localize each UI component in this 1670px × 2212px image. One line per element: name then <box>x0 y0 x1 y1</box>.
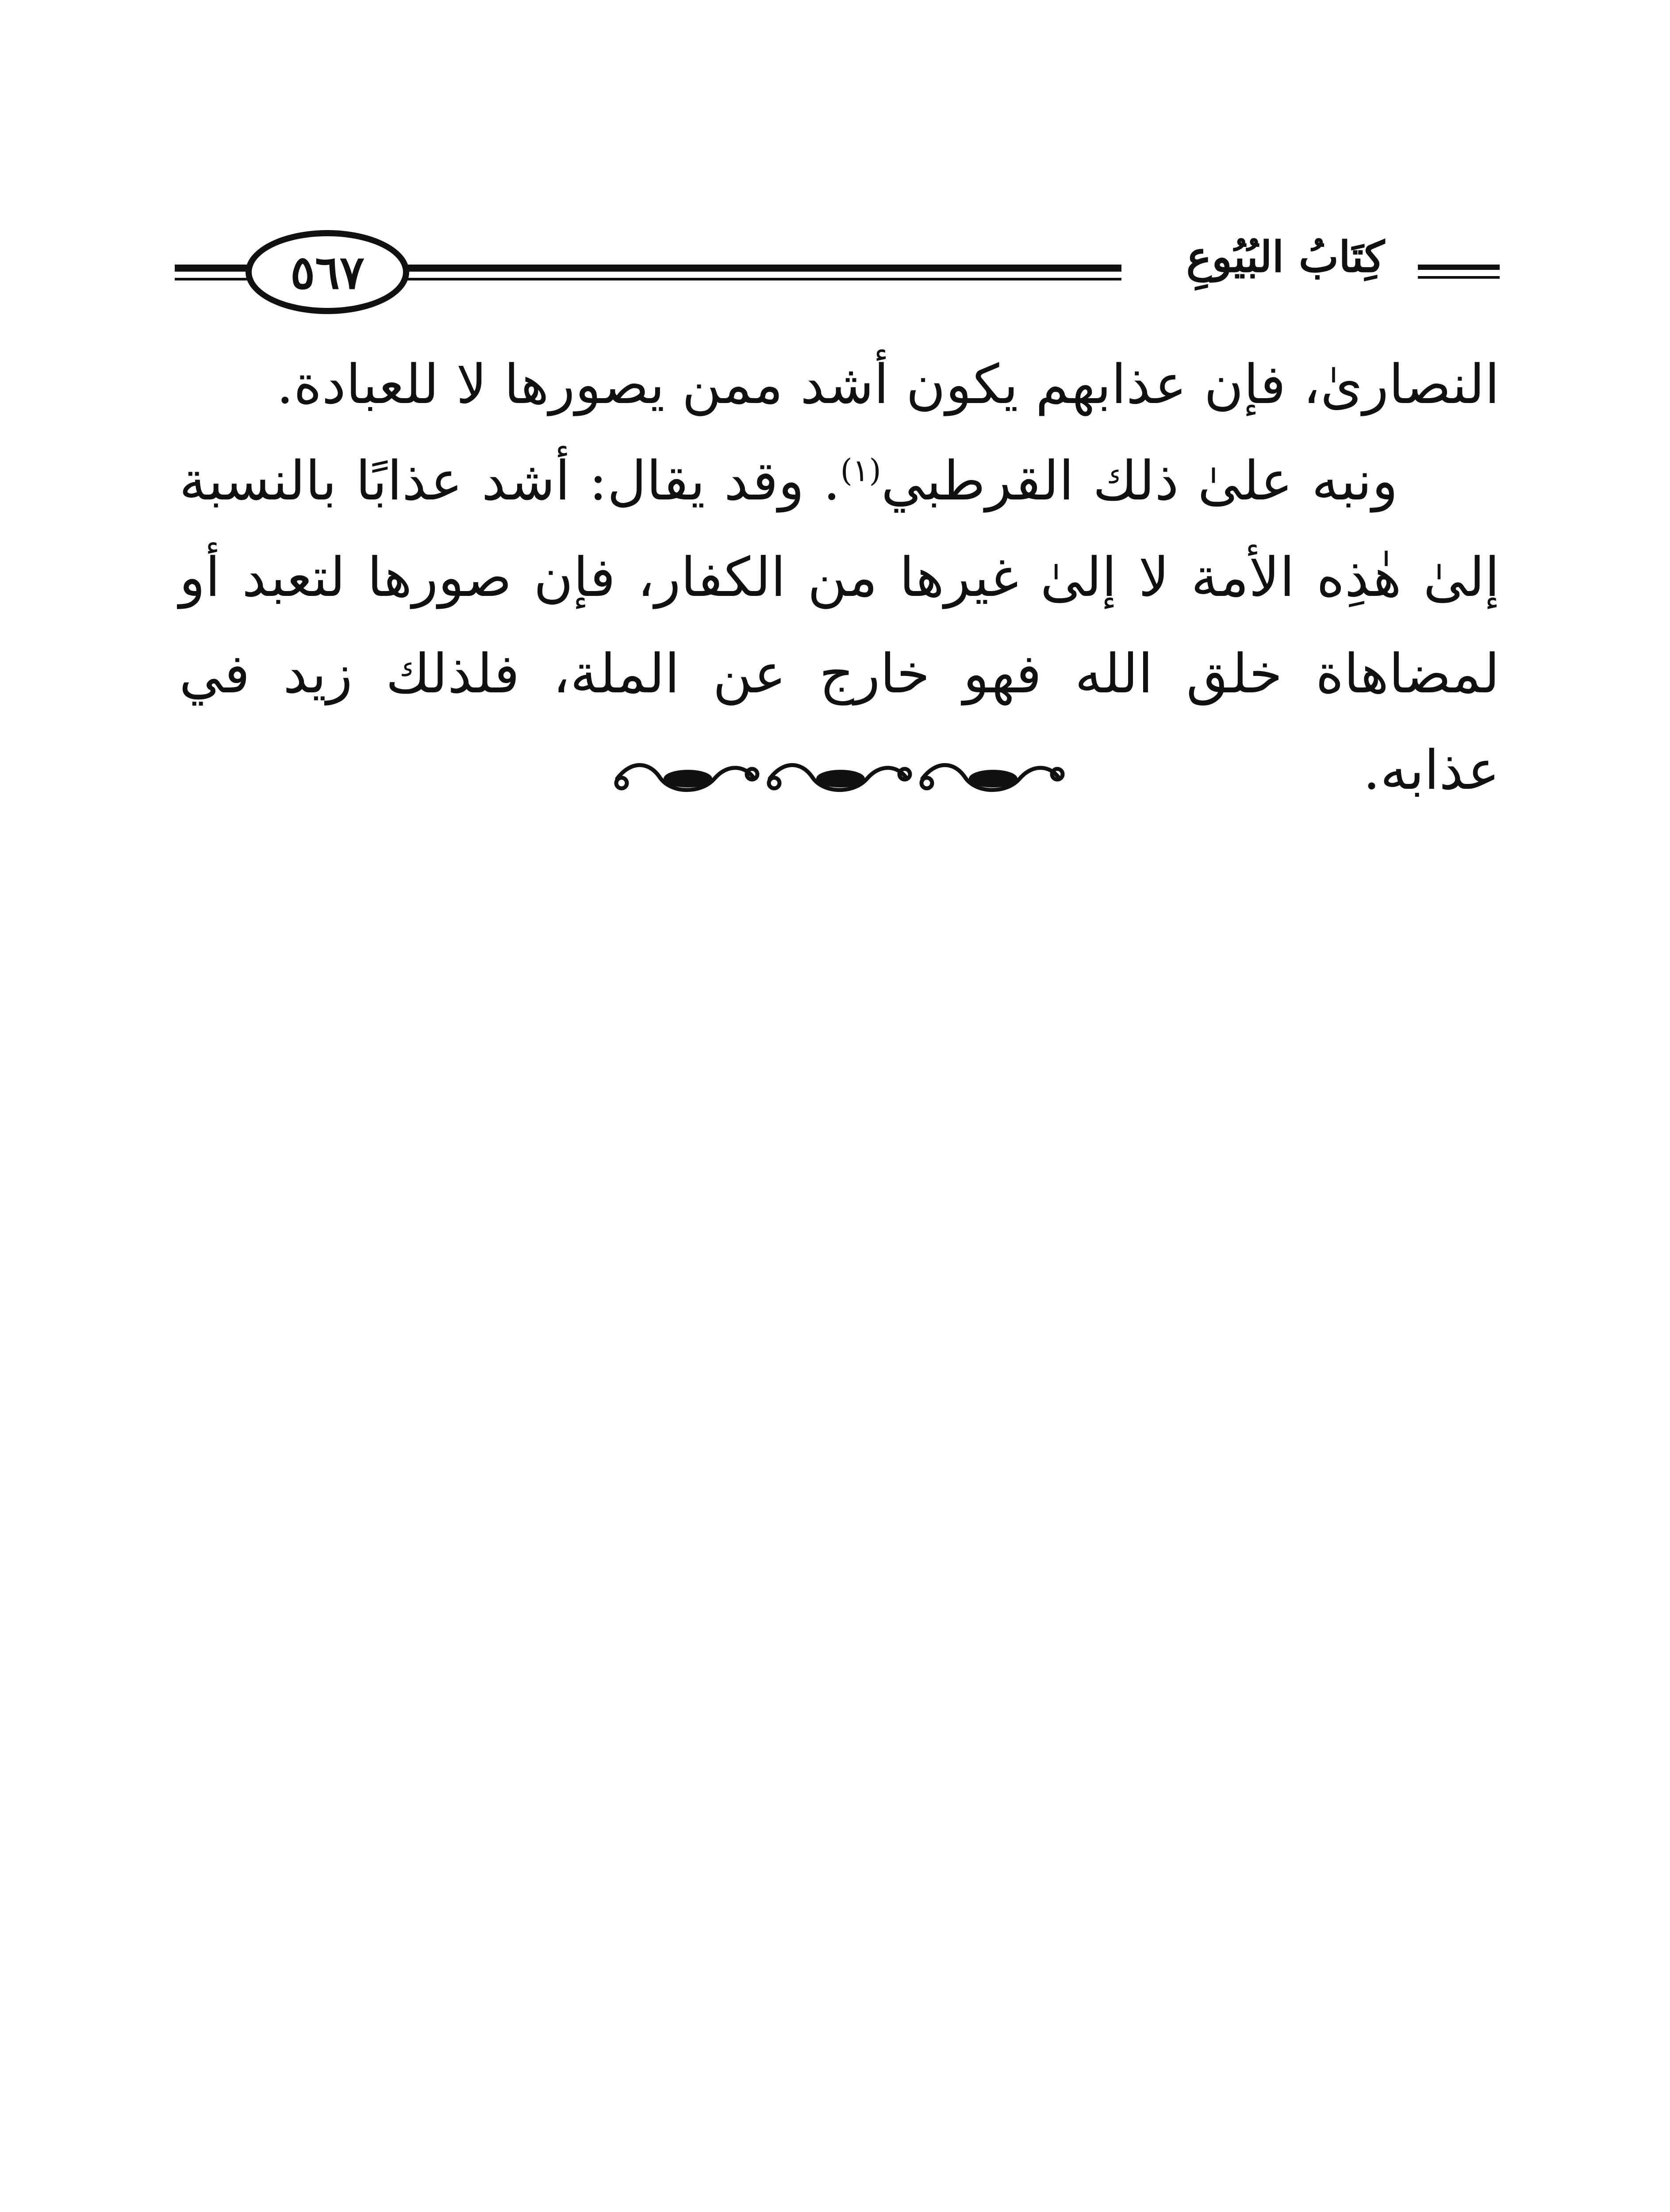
paragraph-2-rest: . وقد يقال: أشد عذابًا بالنسبة إلىٰ هٰذِه الأمة لا إلىٰ غيرها من الكفار، فإن صورها لتعبد أو لمضاهاة خلق الله فهو خارج عن الملة، فلذلك زيد في عذابه. <box>179 449 1500 802</box>
paragraph-1: النصارىٰ، فإن عذابهم يكون أشد ممن يصورها لا للعبادة. <box>276 353 1500 416</box>
section-end-ornament-icon <box>613 759 1068 799</box>
header-rule-left-thick <box>175 265 252 272</box>
header-rule-right-thin <box>1418 276 1500 279</box>
paragraph-2-start: ونبه علىٰ ذلك القرطبي <box>881 449 1398 512</box>
header-rule-middle-thin <box>405 278 1121 280</box>
running-title: كِتَابُ البُيُوعِ <box>1186 232 1385 282</box>
page-header <box>175 221 1500 327</box>
header-rule-right-thick <box>1418 265 1500 270</box>
header-rule-left-thin <box>175 278 252 280</box>
footnote-reference[interactable]: (١) <box>840 452 881 489</box>
main-text <box>179 336 1500 818</box>
page-number: ٥٦٧ <box>246 230 409 314</box>
header-rule-middle-thick <box>405 265 1121 272</box>
